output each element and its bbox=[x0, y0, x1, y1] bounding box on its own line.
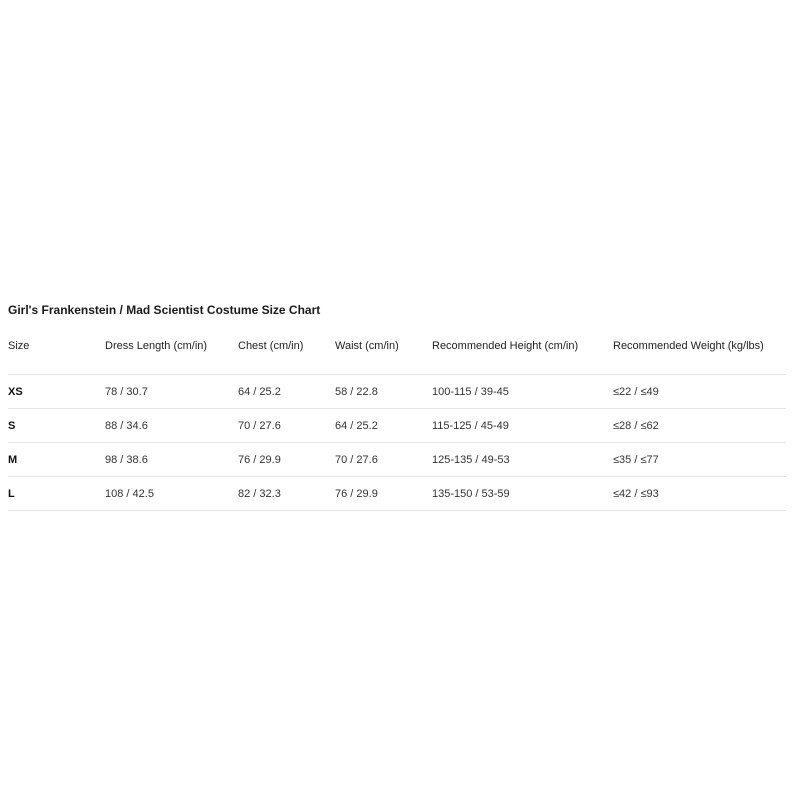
chest-cell: 76 / 29.9 bbox=[238, 443, 335, 477]
table-row bbox=[8, 409, 786, 443]
weight-cell: ≤35 / ≤77 bbox=[613, 443, 786, 477]
dress-length-cell: 88 / 34.6 bbox=[105, 409, 238, 443]
height-cell: 135-150 / 53-59 bbox=[432, 477, 613, 511]
size-cell: XS bbox=[8, 375, 105, 409]
column-header-chest: Chest (cm/in) bbox=[238, 339, 335, 375]
column-header-waist: Waist (cm/in) bbox=[335, 339, 432, 375]
chest-cell: 70 / 27.6 bbox=[238, 409, 335, 443]
chest-cell: 82 / 32.3 bbox=[238, 477, 335, 511]
chart-title: Girl's Frankenstein / Mad Scientist Costume Size Chart bbox=[8, 303, 321, 317]
dress-length-cell: 98 / 38.6 bbox=[105, 443, 238, 477]
table-header-row bbox=[8, 339, 786, 375]
size-cell: L bbox=[8, 477, 105, 511]
size-cell: S bbox=[8, 409, 105, 443]
waist-cell: 76 / 29.9 bbox=[335, 477, 432, 511]
size-table bbox=[8, 339, 786, 511]
waist-cell: 58 / 22.8 bbox=[335, 375, 432, 409]
dress-length-cell: 108 / 42.5 bbox=[105, 477, 238, 511]
waist-cell: 70 / 27.6 bbox=[335, 443, 432, 477]
column-header-recommended-weight: Recommended Weight (kg/lbs) bbox=[613, 339, 786, 375]
weight-cell: ≤42 / ≤93 bbox=[613, 477, 786, 511]
table-row bbox=[8, 375, 786, 409]
size-chart bbox=[8, 301, 786, 511]
column-header-size: Size bbox=[8, 339, 105, 375]
height-cell: 100-115 / 39-45 bbox=[432, 375, 613, 409]
weight-cell: ≤28 / ≤62 bbox=[613, 409, 786, 443]
size-cell: M bbox=[8, 443, 105, 477]
waist-cell: 64 / 25.2 bbox=[335, 409, 432, 443]
column-header-dress-length: Dress Length (cm/in) bbox=[105, 339, 238, 375]
height-cell: 115-125 / 45-49 bbox=[432, 409, 613, 443]
table-row bbox=[8, 443, 786, 477]
chest-cell: 64 / 25.2 bbox=[238, 375, 335, 409]
column-header-recommended-height: Recommended Height (cm/in) bbox=[432, 339, 613, 375]
weight-cell: ≤22 / ≤49 bbox=[613, 375, 786, 409]
height-cell: 125-135 / 49-53 bbox=[432, 443, 613, 477]
dress-length-cell: 78 / 30.7 bbox=[105, 375, 238, 409]
table-row bbox=[8, 477, 786, 511]
